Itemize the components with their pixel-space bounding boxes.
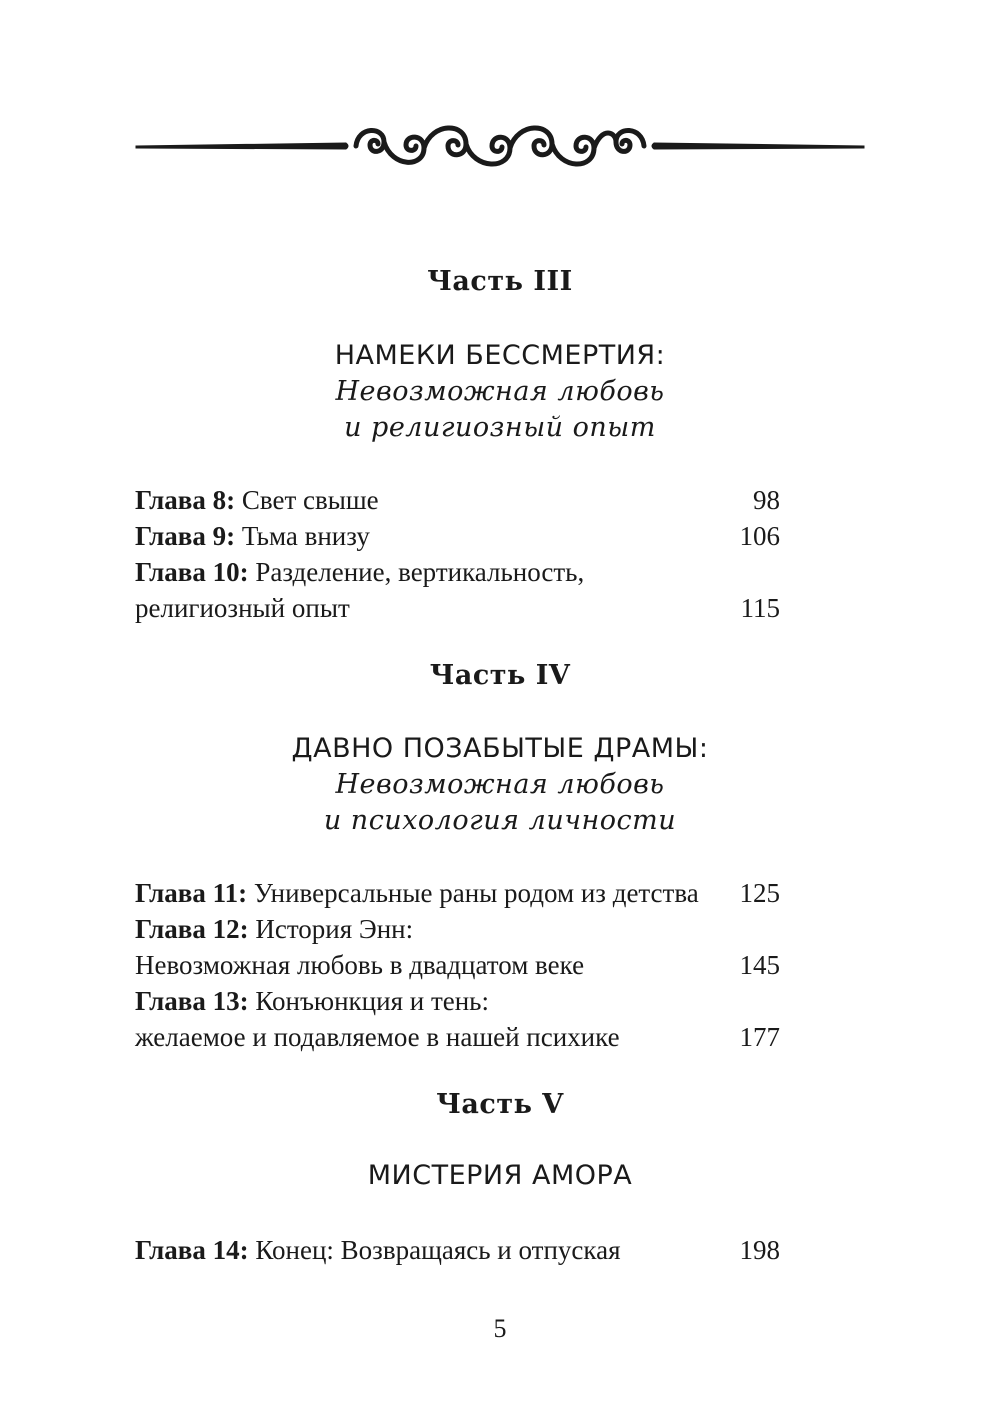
part-3-subtitle-line-2: и религиозный опыт (344, 412, 656, 443)
chapter-title: Свет свыше (235, 485, 379, 515)
part-4-title: Часть IV (429, 660, 571, 691)
chapter-label: Глава 14: (135, 1235, 249, 1265)
toc-entry-chapter-10[interactable] (135, 554, 780, 590)
chapter-label: Глава 9: (135, 521, 236, 551)
toc-entry-chapter-11[interactable] (135, 875, 780, 911)
scroll-ornament-icon (134, 112, 866, 184)
part-3-title: Часть III (427, 266, 573, 297)
toc-entry-chapter-12-continued[interactable] (135, 947, 780, 983)
part-5-title: Часть V (436, 1089, 564, 1120)
chapter-title: Тьма внизу (235, 521, 370, 551)
page-number: 5 (493, 1314, 507, 1343)
chapter-label: Глава 8: (135, 485, 236, 515)
toc-entry-chapter-13-continued[interactable] (135, 1019, 780, 1055)
page-ref: 115 (740, 593, 780, 623)
part-4-heading: ДАВНО ПОЗАБЫТЫЕ ДРАМЫ: (291, 733, 709, 764)
chapter-label: Глава 10: (135, 557, 249, 587)
toc-entry-chapter-9[interactable] (135, 518, 780, 554)
part-4-subtitle-line-1: Невозможная любовь (335, 769, 665, 800)
part-3-subtitle-line-1: Невозможная любовь (335, 376, 665, 407)
toc-entry-chapter-12[interactable] (135, 911, 780, 947)
chapter-title: религиозный опыт (135, 593, 350, 623)
chapter-title: История Энн: (248, 914, 414, 944)
part-3-heading: НАМЕКИ БЕССМЕРТИЯ: (334, 340, 666, 371)
chapter-title: Универсальные раны родом из детства (247, 878, 699, 908)
toc-entry-chapter-14[interactable] (135, 1232, 780, 1268)
page-ref: 98 (753, 485, 780, 515)
toc-entry-chapter-10-continued[interactable] (135, 590, 780, 626)
chapter-title: Невозможная любовь в двадцатом веке (135, 950, 585, 980)
chapter-label: Глава 12: (135, 914, 249, 944)
chapter-title: Конец: Возвращаясь и отпуская (248, 1235, 621, 1265)
chapter-label: Глава 13: (135, 986, 249, 1016)
page-ref: 106 (739, 521, 780, 551)
toc-entry-chapter-8[interactable] (135, 482, 780, 518)
page-ref: 198 (739, 1235, 780, 1265)
part-5-heading: МИСТЕРИЯ АМОРА (367, 1160, 633, 1191)
toc-entry-chapter-13[interactable] (135, 983, 780, 1019)
chapter-title: Разделение, вертикальность, (248, 557, 585, 587)
chapter-label: Глава 11: (135, 878, 248, 908)
page-ref: 125 (739, 878, 780, 908)
chapter-title: Конъюнкция и тень: (248, 986, 489, 1016)
part-4-subtitle-line-2: и психология личности (323, 805, 677, 836)
page-ref: 177 (739, 1022, 780, 1052)
page-ref: 145 (739, 950, 780, 980)
chapter-title: желаемое и подавляемое в нашей психике (135, 1022, 620, 1052)
